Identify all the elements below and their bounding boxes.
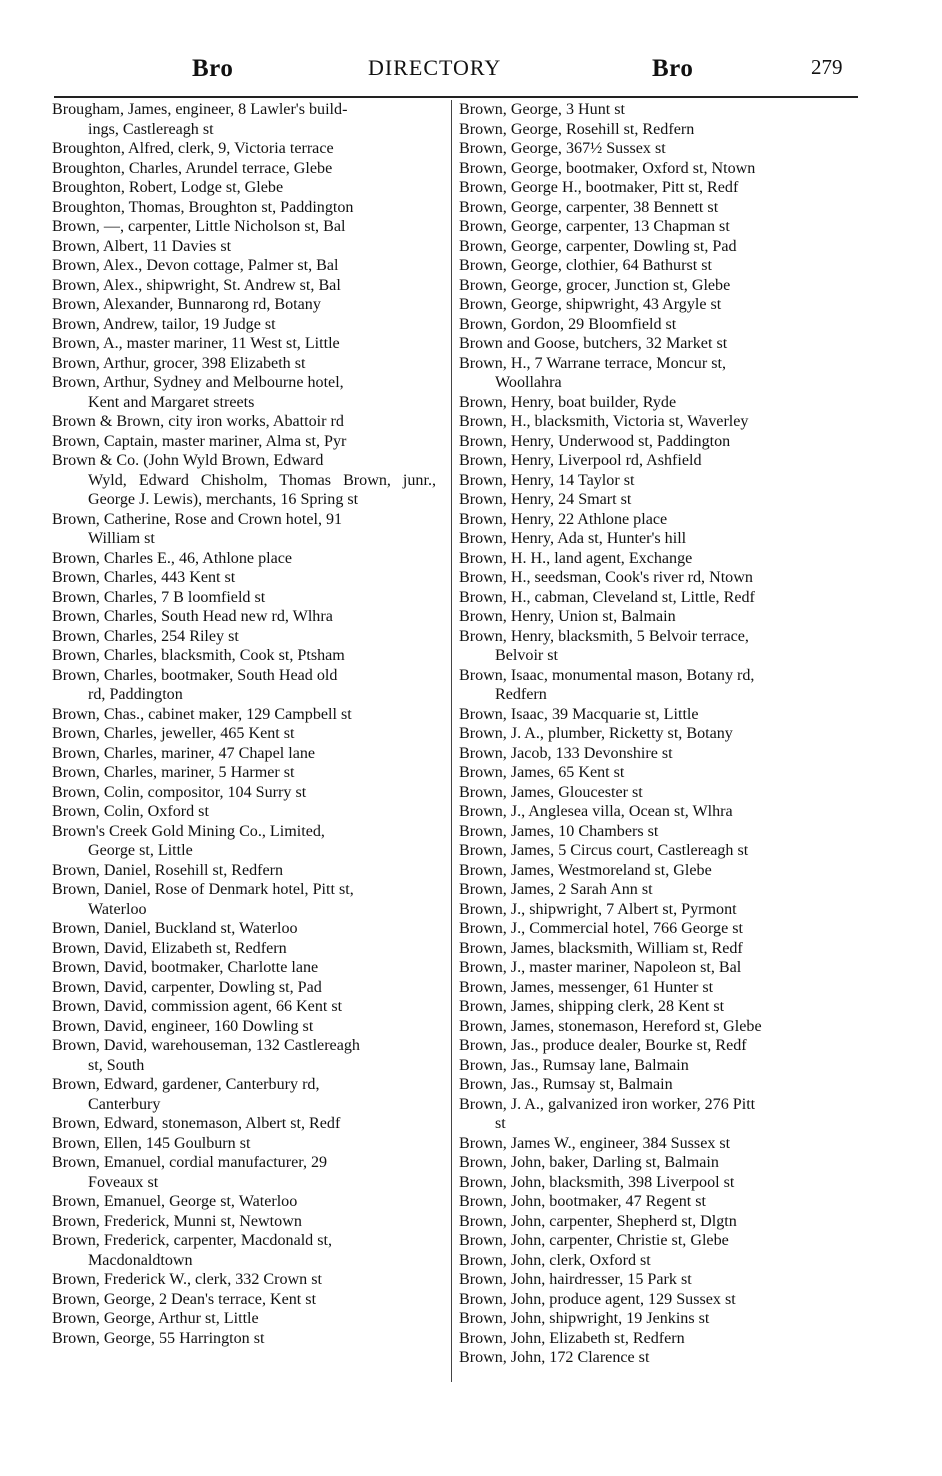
directory-entry bbox=[459, 607, 855, 627]
directory-entry bbox=[459, 412, 855, 432]
entry-text: Brown, David, warehouseman, 132 Castlereagh bbox=[52, 1037, 360, 1054]
directory-entry bbox=[52, 100, 436, 139]
entry-text: Brown, Jacob, 133 Devonshire st bbox=[459, 744, 673, 762]
entry-text: Brown & Co. (John Wyld Brown, Edward bbox=[52, 452, 324, 469]
directory-entry bbox=[459, 139, 855, 159]
directory-entry bbox=[52, 627, 436, 647]
directory-entry bbox=[52, 744, 436, 764]
directory-entry bbox=[52, 373, 436, 412]
entry-text: Brown, Captain, master mariner, Alma st, Pyr bbox=[52, 432, 347, 450]
entry-text: Brown, Henry, Underwood st, Paddington bbox=[459, 432, 731, 450]
entry-continuation: Foveaux st bbox=[88, 1173, 159, 1191]
entry-text: Brown, J., Anglesea villa, Ocean st, Wlhra bbox=[459, 803, 733, 820]
directory-entry bbox=[52, 1309, 436, 1329]
entry-text: Brown, James, Westmoreland st, Glebe bbox=[459, 861, 712, 879]
entry-text: Brown, John, hairdresser, 15 Park st bbox=[459, 1271, 692, 1288]
entry-text: Brown, Colin, compositor, 104 Surry st bbox=[52, 783, 307, 801]
directory-entry bbox=[52, 315, 436, 335]
entry-text: Brown, Edward, stonemason, Albert st, Redf bbox=[52, 1115, 341, 1132]
directory-entry bbox=[52, 1329, 436, 1349]
directory-entry bbox=[459, 100, 855, 120]
directory-entry bbox=[52, 217, 436, 237]
entry-continuation: Waterloo bbox=[88, 900, 147, 918]
entry-text: Brown, George, Rosehill st, Redfern bbox=[459, 120, 695, 138]
directory-entry bbox=[52, 1192, 436, 1212]
directory-entry bbox=[459, 1153, 855, 1173]
entry-text: Brown, David, engineer, 160 Dowling st bbox=[52, 1017, 314, 1035]
entry-text: Brown, George, clothier, 64 Bathurst st bbox=[459, 257, 712, 274]
entry-text: Brown, James, 5 Circus court, Castlereagh st bbox=[459, 842, 749, 859]
entry-text: Brown, John, 172 Clarence st bbox=[459, 1349, 650, 1366]
directory-entry bbox=[52, 783, 436, 803]
directory-entry bbox=[52, 1114, 436, 1134]
directory-entry bbox=[52, 412, 436, 432]
directory-entry bbox=[459, 861, 855, 881]
directory-entry bbox=[52, 295, 436, 315]
entry-text: Brown, Henry, boat builder, Ryde bbox=[459, 393, 677, 411]
directory-entry bbox=[459, 978, 855, 998]
directory-entry bbox=[459, 1095, 855, 1134]
entry-text: Brown, Colin, Oxford st bbox=[52, 803, 209, 820]
directory-entry bbox=[459, 802, 855, 822]
entry-text: Brown, Charles, mariner, 47 Chapel lane bbox=[52, 744, 316, 762]
entry-continuation: William st bbox=[88, 530, 155, 547]
entry-text: Brown, George, 2 Dean's terrace, Kent st bbox=[52, 1290, 317, 1308]
entry-text: Brown, James, stonemason, Hereford st, Glebe bbox=[459, 1017, 762, 1035]
directory-entry bbox=[459, 1270, 855, 1290]
directory-entry bbox=[459, 1056, 855, 1076]
directory-entry bbox=[52, 256, 436, 276]
directory-entry bbox=[459, 1134, 855, 1154]
directory-entry bbox=[459, 256, 855, 276]
entry-continuation: st, South bbox=[88, 1056, 145, 1074]
directory-entry bbox=[459, 1075, 855, 1095]
entry-continuation: Wyld, Edward Chisholm, Thomas Brown, junr., George J. Lewis), merchants, 16 Spring st bbox=[88, 471, 436, 508]
entry-text: Brown, George, grocer, Junction st, Glebe bbox=[459, 276, 731, 294]
directory-entry bbox=[459, 295, 855, 315]
entry-continuation: Woollahra bbox=[495, 374, 562, 391]
directory-entry bbox=[52, 354, 436, 374]
entry-text: Brown, H., cabman, Cleveland st, Little, Redf bbox=[459, 588, 755, 606]
entry-text: Brown, David, commission agent, 66 Kent st bbox=[52, 998, 343, 1015]
entry-text: Brown, Albert, 11 Davies st bbox=[52, 237, 232, 255]
directory-entry bbox=[459, 1036, 855, 1056]
directory-entry bbox=[459, 393, 855, 413]
directory-entry bbox=[52, 178, 436, 198]
directory-entry bbox=[459, 1192, 855, 1212]
directory-entry bbox=[52, 1075, 436, 1114]
entry-continuation: Redfern bbox=[495, 686, 547, 703]
entry-text: Brown, Frederick W., clerk, 332 Crown st bbox=[52, 1271, 322, 1288]
directory-entry bbox=[459, 315, 855, 335]
entry-text: Brown, Emanuel, George st, Waterloo bbox=[52, 1193, 298, 1210]
entry-text: Brown, John, carpenter, Shepherd st, Dlgtn bbox=[459, 1212, 737, 1230]
directory-entry bbox=[459, 1290, 855, 1310]
entry-text: Brown, J. A., plumber, Ricketty st, Botany bbox=[459, 725, 733, 742]
directory-entry bbox=[52, 997, 436, 1017]
entry-text: Brown's Creek Gold Mining Co., Limited, bbox=[52, 822, 325, 840]
entry-text: Brown, H., 7 Warrane terrace, Moncur st, bbox=[459, 354, 726, 372]
entry-text: Brown, Jas., Rumsay st, Balmain bbox=[459, 1076, 673, 1093]
left-column bbox=[52, 100, 436, 1348]
directory-entry bbox=[459, 1309, 855, 1329]
entry-text: Brown, Frederick, Munni st, Newtown bbox=[52, 1212, 302, 1230]
entry-text: Brown, Jas., Rumsay lane, Balmain bbox=[459, 1056, 689, 1074]
directory-entry bbox=[459, 159, 855, 179]
entry-text: Brown, J., shipwright, 7 Albert st, Pyrmont bbox=[459, 900, 737, 918]
directory-entry bbox=[52, 198, 436, 218]
directory-entry bbox=[459, 1329, 855, 1349]
entry-continuation: Canterbury bbox=[88, 1095, 161, 1113]
directory-entry bbox=[52, 705, 436, 725]
entry-text: Brown, J., master mariner, Napoleon st, Bal bbox=[459, 959, 742, 976]
directory-entry bbox=[459, 1017, 855, 1037]
entry-continuation: ings, Castlereagh st bbox=[88, 120, 214, 138]
directory-entry bbox=[459, 198, 855, 218]
directory-entry bbox=[52, 1153, 436, 1192]
entry-text: Broughton, Alfred, clerk, 9, Victoria terrace bbox=[52, 140, 334, 157]
directory-entry bbox=[52, 237, 436, 257]
directory-entry bbox=[52, 919, 436, 939]
page-header bbox=[0, 52, 942, 88]
entry-text: Brown, George H., bootmaker, Pitt st, Redf bbox=[459, 179, 739, 196]
entry-text: Brown, Edward, gardener, Canterbury rd, bbox=[52, 1076, 320, 1093]
directory-entry bbox=[459, 276, 855, 296]
entry-text: Brown, John, Elizabeth st, Redfern bbox=[459, 1329, 685, 1347]
directory-entry bbox=[459, 958, 855, 978]
entry-text: Brown, John, baker, Darling st, Balmain bbox=[459, 1154, 719, 1171]
directory-entry bbox=[459, 900, 855, 920]
entry-text: Brown, Charles, bootmaker, South Head old bbox=[52, 666, 338, 684]
entry-text: Broughton, Charles, Arundel terrace, Glebe bbox=[52, 159, 333, 177]
entry-text: Brown, David, bootmaker, Charlotte lane bbox=[52, 959, 319, 976]
directory-entry bbox=[459, 919, 855, 939]
entry-text: Brown, George, carpenter, 13 Chapman st bbox=[459, 218, 730, 235]
entry-text: Brown, H. H., land agent, Exchange bbox=[459, 549, 693, 567]
entry-text: Broughton, Robert, Lodge st, Glebe bbox=[52, 179, 284, 196]
entry-text: Brown, George, 55 Harrington st bbox=[52, 1329, 265, 1347]
directory-entry bbox=[52, 568, 436, 588]
directory-entry bbox=[459, 354, 855, 393]
entry-text: Brown, A., master mariner, 11 West st, Little bbox=[52, 335, 340, 352]
directory-entry bbox=[52, 666, 436, 705]
entry-text: Brown, Frederick, carpenter, Macdonald st, bbox=[52, 1232, 333, 1249]
entry-text: Brown, H., seedsman, Cook's river rd, Ntown bbox=[459, 569, 753, 586]
entry-text: Brown, Henry, blacksmith, 5 Belvoir terrace, bbox=[459, 627, 749, 645]
directory-entry bbox=[459, 178, 855, 198]
entry-text: Brown, Charles, 7 B loomfield st bbox=[52, 588, 266, 606]
directory-entry bbox=[52, 432, 436, 452]
entry-text: Brown, Henry, 22 Athlone place bbox=[459, 510, 668, 528]
entry-continuation: Kent and Margaret streets bbox=[88, 393, 255, 411]
entry-text: Brown, Chas., cabinet maker, 129 Campbell st bbox=[52, 705, 352, 723]
entry-text: Brown, Henry, Union st, Balmain bbox=[459, 608, 676, 625]
directory-entry bbox=[52, 724, 436, 744]
entry-text: Brown, Alex., shipwright, St. Andrew st, Bal bbox=[52, 276, 341, 294]
directory-entry bbox=[52, 763, 436, 783]
entry-text: Brown, James, 2 Sarah Ann st bbox=[459, 881, 653, 898]
directory-entry bbox=[459, 549, 855, 569]
entry-text: Brougham, James, engineer, 8 Lawler's build- bbox=[52, 101, 348, 118]
directory-entry bbox=[459, 841, 855, 861]
entry-text: Brown, J. A., galvanized iron worker, 276 Pitt bbox=[459, 1095, 756, 1113]
entry-text: Brown, Catherine, Rose and Crown hotel, 91 bbox=[52, 510, 343, 528]
entry-continuation: st bbox=[495, 1115, 506, 1132]
entry-text: Brown, David, Elizabeth st, Redfern bbox=[52, 939, 287, 957]
entry-text: Brown and Goose, butchers, 32 Market st bbox=[459, 335, 728, 352]
directory-entry bbox=[459, 880, 855, 900]
entry-continuation: Macdonaldtown bbox=[88, 1251, 193, 1269]
entry-text: Brown, John, produce agent, 129 Sussex st bbox=[459, 1290, 736, 1308]
directory-entry bbox=[459, 1231, 855, 1251]
directory-entry bbox=[52, 1017, 436, 1037]
entry-text: Brown, Charles, 443 Kent st bbox=[52, 569, 236, 586]
directory-entry bbox=[52, 1212, 436, 1232]
directory-entry bbox=[459, 1348, 855, 1368]
directory-entry bbox=[52, 549, 436, 569]
directory-entry bbox=[459, 1251, 855, 1271]
entry-continuation: rd, Paddington bbox=[88, 686, 183, 703]
entry-text: Brown, —, carpenter, Little Nicholson st, Bal bbox=[52, 218, 346, 235]
directory-entry bbox=[459, 724, 855, 744]
entry-text: Brown, Daniel, Rose of Denmark hotel, Pitt st, bbox=[52, 881, 354, 898]
entry-text: Brown, Alexander, Bunnarong rd, Botany bbox=[52, 296, 321, 313]
entry-text: Brown, Ellen, 145 Goulburn st bbox=[52, 1134, 251, 1152]
directory-entry bbox=[52, 1036, 436, 1075]
entry-text: Brown, Daniel, Buckland st, Waterloo bbox=[52, 920, 298, 937]
entry-text: Brown, George, 367½ Sussex st bbox=[459, 140, 666, 157]
directory-entry bbox=[459, 997, 855, 1017]
entry-text: Brown, Henry, Liverpool rd, Ashfield bbox=[459, 452, 702, 469]
entry-text: Brown, John, clerk, Oxford st bbox=[459, 1251, 651, 1269]
entry-text: Brown, George, shipwright, 43 Argyle st bbox=[459, 296, 722, 313]
header-rule bbox=[54, 96, 858, 98]
directory-entry bbox=[52, 510, 436, 549]
directory-entry bbox=[459, 1173, 855, 1193]
entry-continuation: Belvoir st bbox=[495, 647, 559, 664]
entry-text: Brown, John, blacksmith, 398 Liverpool st bbox=[459, 1173, 735, 1191]
directory-entry bbox=[52, 1290, 436, 1310]
column-divider bbox=[451, 100, 452, 1382]
entry-text: Brown, Henry, 14 Taylor st bbox=[459, 471, 635, 489]
entry-text: Brown, James, 10 Chambers st bbox=[459, 822, 659, 840]
directory-entry bbox=[52, 451, 436, 510]
directory-entry bbox=[459, 334, 855, 354]
directory-entry bbox=[52, 588, 436, 608]
entry-text: Brown, Charles, jeweller, 465 Kent st bbox=[52, 725, 295, 742]
entry-text: Brown & Brown, city iron works, Abattoir rd bbox=[52, 413, 344, 430]
entry-text: Brown, James, shipping clerk, 28 Kent st bbox=[459, 998, 725, 1015]
entry-text: Brown, George, bootmaker, Oxford st, Ntown bbox=[459, 159, 756, 177]
directory-entry bbox=[52, 880, 436, 919]
page-title: DIRECTORY bbox=[368, 55, 502, 80]
entry-text: Brown, David, carpenter, Dowling st, Pad bbox=[52, 978, 322, 996]
entry-text: Brown, Isaac, monumental mason, Botany rd, bbox=[459, 666, 755, 684]
directory-entry bbox=[459, 451, 855, 471]
directory-entry bbox=[52, 802, 436, 822]
directory-entry bbox=[52, 861, 436, 881]
directory-entry bbox=[52, 646, 436, 666]
page-number: 279 bbox=[811, 55, 843, 79]
directory-entry bbox=[52, 1134, 436, 1154]
directory-entry bbox=[52, 276, 436, 296]
running-head-left: Bro bbox=[192, 55, 234, 82]
directory-entry bbox=[459, 510, 855, 530]
directory-entry bbox=[459, 120, 855, 140]
directory-entry bbox=[52, 958, 436, 978]
running-head-right: Bro bbox=[652, 55, 694, 82]
entry-text: Brown, Daniel, Rosehill st, Redfern bbox=[52, 861, 284, 879]
directory-entry bbox=[459, 666, 855, 705]
entry-text: Broughton, Thomas, Broughton st, Paddington bbox=[52, 198, 354, 216]
directory-entry bbox=[52, 1270, 436, 1290]
directory-entry bbox=[459, 568, 855, 588]
right-column bbox=[459, 100, 855, 1368]
entry-text: Brown, George, 3 Hunt st bbox=[459, 101, 625, 118]
entry-text: Brown, Gordon, 29 Bloomfield st bbox=[459, 315, 677, 333]
entry-text: Brown, Arthur, Sydney and Melbourne hotel, bbox=[52, 374, 344, 391]
directory-entry bbox=[459, 939, 855, 959]
entry-continuation: George st, Little bbox=[88, 842, 193, 859]
directory-entry bbox=[459, 432, 855, 452]
entry-text: Brown, Charles E., 46, Athlone place bbox=[52, 549, 293, 567]
entry-text: Brown, John, shipwright, 19 Jenkins st bbox=[459, 1310, 710, 1327]
entry-text: Brown, James, 65 Kent st bbox=[459, 764, 625, 781]
entry-text: Brown, James, blacksmith, William st, Redf bbox=[459, 939, 743, 957]
entry-text: Brown, George, carpenter, 38 Bennett st bbox=[459, 198, 719, 216]
entry-text: Brown, George, carpenter, Dowling st, Pad bbox=[459, 237, 737, 255]
entry-text: Brown, H., blacksmith, Victoria st, Waverley bbox=[459, 413, 749, 430]
directory-entry bbox=[459, 490, 855, 510]
entry-text: Brown, Henry, 24 Smart st bbox=[459, 491, 632, 508]
directory-entry bbox=[52, 334, 436, 354]
directory-entry bbox=[459, 471, 855, 491]
entry-text: Brown, J., Commercial hotel, 766 George st bbox=[459, 920, 743, 937]
directory-entry bbox=[459, 705, 855, 725]
directory-entry bbox=[52, 822, 436, 861]
directory-entry bbox=[459, 588, 855, 608]
directory-entry bbox=[459, 237, 855, 257]
directory-entry bbox=[459, 744, 855, 764]
entry-text: Brown, James, messenger, 61 Hunter st bbox=[459, 978, 714, 996]
directory-entry bbox=[52, 978, 436, 998]
directory-entry bbox=[459, 822, 855, 842]
entry-text: Brown, Emanuel, cordial manufacturer, 29 bbox=[52, 1154, 328, 1171]
directory-entry bbox=[52, 939, 436, 959]
entry-text: Brown, James W., engineer, 384 Sussex st bbox=[459, 1134, 731, 1152]
directory-entry bbox=[52, 1231, 436, 1270]
directory-entry bbox=[459, 763, 855, 783]
entry-text: Brown, Jas., produce dealer, Bourke st, Redf bbox=[459, 1037, 747, 1054]
directory-entry bbox=[459, 627, 855, 666]
directory-entry bbox=[52, 139, 436, 159]
entry-text: Brown, Charles, South Head new rd, Wlhra bbox=[52, 608, 333, 625]
entry-text: Brown, Charles, 254 Riley st bbox=[52, 627, 239, 645]
directory-entry bbox=[459, 783, 855, 803]
directory-entry bbox=[52, 159, 436, 179]
entry-text: Brown, Alex., Devon cottage, Palmer st, Bal bbox=[52, 257, 339, 274]
entry-text: Brown, Isaac, 39 Macquarie st, Little bbox=[459, 705, 699, 723]
entry-text: Brown, Andrew, tailor, 19 Judge st bbox=[52, 315, 276, 333]
entry-text: Brown, Arthur, grocer, 398 Elizabeth st bbox=[52, 354, 306, 372]
directory-entry bbox=[459, 529, 855, 549]
entry-text: Brown, Charles, mariner, 5 Harmer st bbox=[52, 764, 295, 781]
entry-text: Brown, John, bootmaker, 47 Regent st bbox=[459, 1193, 706, 1210]
entry-text: Brown, Henry, Ada st, Hunter's hill bbox=[459, 530, 687, 547]
directory-entry bbox=[459, 217, 855, 237]
entry-text: Brown, Charles, blacksmith, Cook st, Ptsham bbox=[52, 647, 345, 664]
entry-text: Brown, John, carpenter, Christie st, Glebe bbox=[459, 1232, 729, 1249]
directory-entry bbox=[52, 607, 436, 627]
entry-text: Brown, James, Gloucester st bbox=[459, 783, 643, 801]
directory-entry bbox=[459, 1212, 855, 1232]
entry-text: Brown, George, Arthur st, Little bbox=[52, 1310, 259, 1327]
